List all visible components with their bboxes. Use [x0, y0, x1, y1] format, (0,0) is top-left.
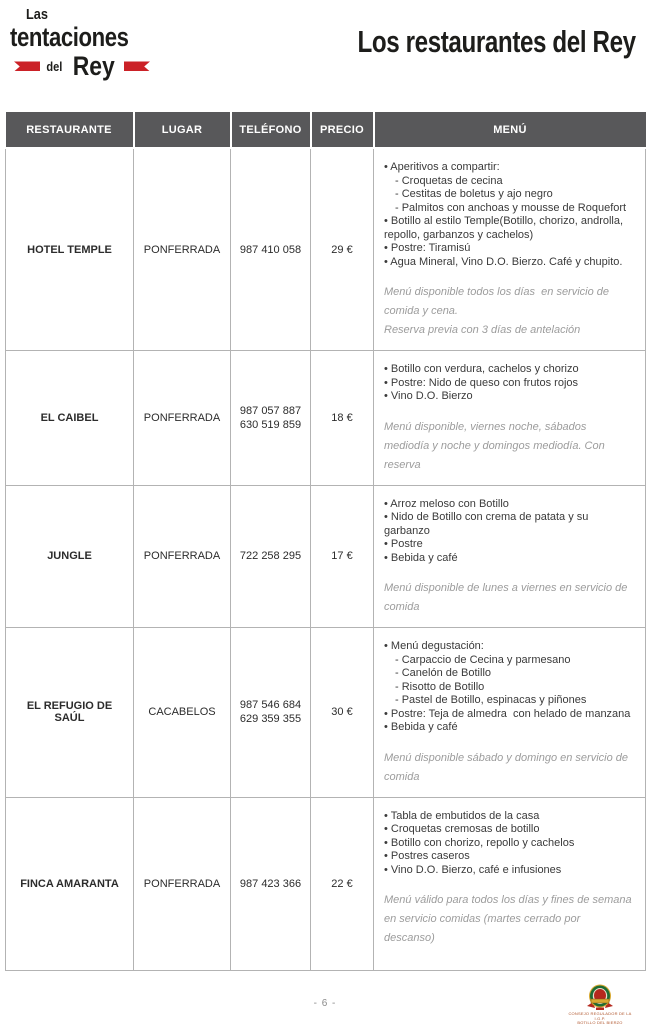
menu-cell: [374, 148, 646, 351]
phone-number: 987 410 058: [239, 243, 302, 256]
igp-seal: [564, 984, 636, 1026]
restaurant-name-cell: JUNGLE: [6, 485, 134, 628]
menu-item: • Botillo con chorizo, repollo y cachelos: [384, 836, 575, 849]
column-header-precio: PRECIO: [311, 112, 374, 148]
menu-note: Menú disponible de lunes a viernes en servicio de comida: [384, 582, 631, 613]
brand-logo: [10, 6, 150, 82]
menu-item: - Cestitas de boletus y ajo negro: [395, 188, 553, 200]
phone-number: 722 258 295: [239, 550, 302, 563]
restaurant-name-cell: HOTEL TEMPLE: [6, 148, 134, 351]
menu-item: • Postres caseros: [384, 850, 470, 862]
brand-word-tentaciones: tentaciones: [10, 22, 129, 52]
table-header: [6, 112, 646, 148]
ribbon-right-icon: [124, 61, 150, 71]
restaurant-name-cell: EL CAIBEL: [6, 351, 134, 486]
menu-item: • Postre: [384, 538, 423, 550]
menu-cell: [374, 797, 646, 970]
table-row: [6, 628, 646, 798]
price-cell: 17 €: [311, 485, 374, 628]
menu-item: • Postre: Tiramisú: [384, 242, 471, 254]
location-cell: PONFERRADA: [134, 797, 231, 970]
menu-note: Menú válido para todos los días y fines de semana en servicio comidas (martes cerrado por descanso): [384, 894, 635, 944]
menu-item: - Palmitos con anchoas y mousse de Roquefort: [395, 201, 627, 214]
ribbon-left-icon: [14, 61, 40, 71]
menu-item: • Botillo al estilo Temple(Botillo, chorizo, androlla, repollo, garbanzos y cachelos): [384, 215, 627, 241]
menu-item: • Tabla de embutidos de la casa: [384, 809, 540, 822]
phone-cell: [231, 485, 311, 628]
menu-cell: [374, 351, 646, 486]
phone-cell: [231, 797, 311, 970]
page-header: [0, 0, 650, 112]
menu-item: • Bebida y café: [384, 721, 458, 733]
column-header-lugar: LUGAR: [134, 112, 231, 148]
menu-item: • Vino D.O. Bierzo, café e infusiones: [384, 863, 562, 876]
menu-item: - Carpaccio de Cecina y parmesano: [395, 653, 571, 666]
brand-word-del: del: [46, 58, 63, 74]
brand-word-las: Las: [26, 6, 48, 23]
menu-item: • Menú degustación:: [384, 640, 484, 652]
restaurant-name-cell: EL REFUGIO DE SAÚL: [6, 628, 134, 798]
page-number: - 6 -: [313, 998, 337, 1009]
menu-item: • Vino D.O. Bierzo: [384, 390, 473, 402]
restaurants-table: [5, 112, 646, 971]
menu-item: • Postre: Teja de almedra con helado de manzana: [384, 707, 631, 720]
phone-number: 630 519 859: [239, 418, 302, 431]
price-cell: 29 €: [311, 148, 374, 351]
menu-item: • Nido de Botillo con crema de patata y su garbanzo: [384, 511, 592, 537]
menu-item: • Croquetas cremosas de botillo: [384, 823, 540, 835]
phone-number: 987 546 684: [239, 699, 302, 712]
menu-item: • Bebida y café: [384, 551, 458, 564]
restaurants-table-body: [6, 148, 646, 970]
menu-note: Menú disponible todos los días en servicio de comida y cena.: [384, 286, 613, 317]
phone-number: 629 359 355: [239, 713, 302, 726]
menu-cell: [374, 628, 646, 798]
menu-note: Menú disponible sábado y domingo en servicio de comida: [384, 751, 632, 783]
menu-item: - Pastel de Botillo, espinacas y piñones: [395, 694, 587, 706]
phone-number: 987 423 366: [239, 877, 302, 890]
menu-cell: [374, 485, 646, 628]
igp-seal-caption-line1: CONSEJO REGULADOR DE LA I.G.P.: [568, 1011, 632, 1021]
igp-seal-caption: [564, 1012, 636, 1026]
table-row: [6, 351, 646, 486]
brand-word-rey: Rey: [72, 51, 115, 82]
menu-item: • Postre: Nido de queso con frutos rojos: [384, 376, 579, 389]
phone-number: 987 057 887: [239, 404, 302, 417]
menu-item: - Risotto de Botillo: [395, 680, 485, 693]
table-row: [6, 797, 646, 970]
location-cell: PONFERRADA: [134, 351, 231, 486]
column-header-telefono: TELÉFONO: [231, 112, 311, 148]
igp-seal-caption-line2: BOTILLO DEL BIERZO: [577, 1020, 623, 1025]
igp-seal-icon: [583, 984, 617, 1011]
phone-cell: [231, 148, 311, 351]
phone-cell: [231, 351, 311, 486]
column-header-menu: MENÚ: [374, 112, 646, 148]
price-cell: 30 €: [311, 628, 374, 798]
brand-del-rey-row: [14, 51, 150, 82]
menu-item: • Botillo con verdura, cachelos y chorizo: [384, 363, 579, 375]
column-header-restaurante: RESTAURANTE: [6, 112, 134, 148]
phone-cell: [231, 628, 311, 798]
restaurant-name-cell: FINCA AMARANTA: [6, 797, 134, 970]
menu-item: - Croquetas de cecina: [395, 174, 503, 187]
location-cell: PONFERRADA: [134, 148, 231, 351]
location-cell: PONFERRADA: [134, 485, 231, 628]
menu-note: Menú disponible, viernes noche, sábados mediodía y noche y domingos mediodía. Con reserva: [384, 420, 608, 471]
menu-note: Reserva previa con 3 días de antelación: [384, 324, 581, 336]
menu-item: - Canelón de Botillo: [395, 667, 492, 679]
menu-item: • Agua Mineral, Vino D.O. Bierzo. Café y chupito.: [384, 255, 623, 268]
page-title: Los restaurantes del Rey: [357, 24, 636, 59]
price-cell: 18 €: [311, 351, 374, 486]
location-cell: CACABELOS: [134, 628, 231, 798]
menu-item: • Arroz meloso con Botillo: [384, 497, 509, 510]
table-row: [6, 148, 646, 351]
table-row: [6, 485, 646, 628]
price-cell: 22 €: [311, 797, 374, 970]
menu-item: • Aperitivos a compartir:: [384, 161, 500, 173]
